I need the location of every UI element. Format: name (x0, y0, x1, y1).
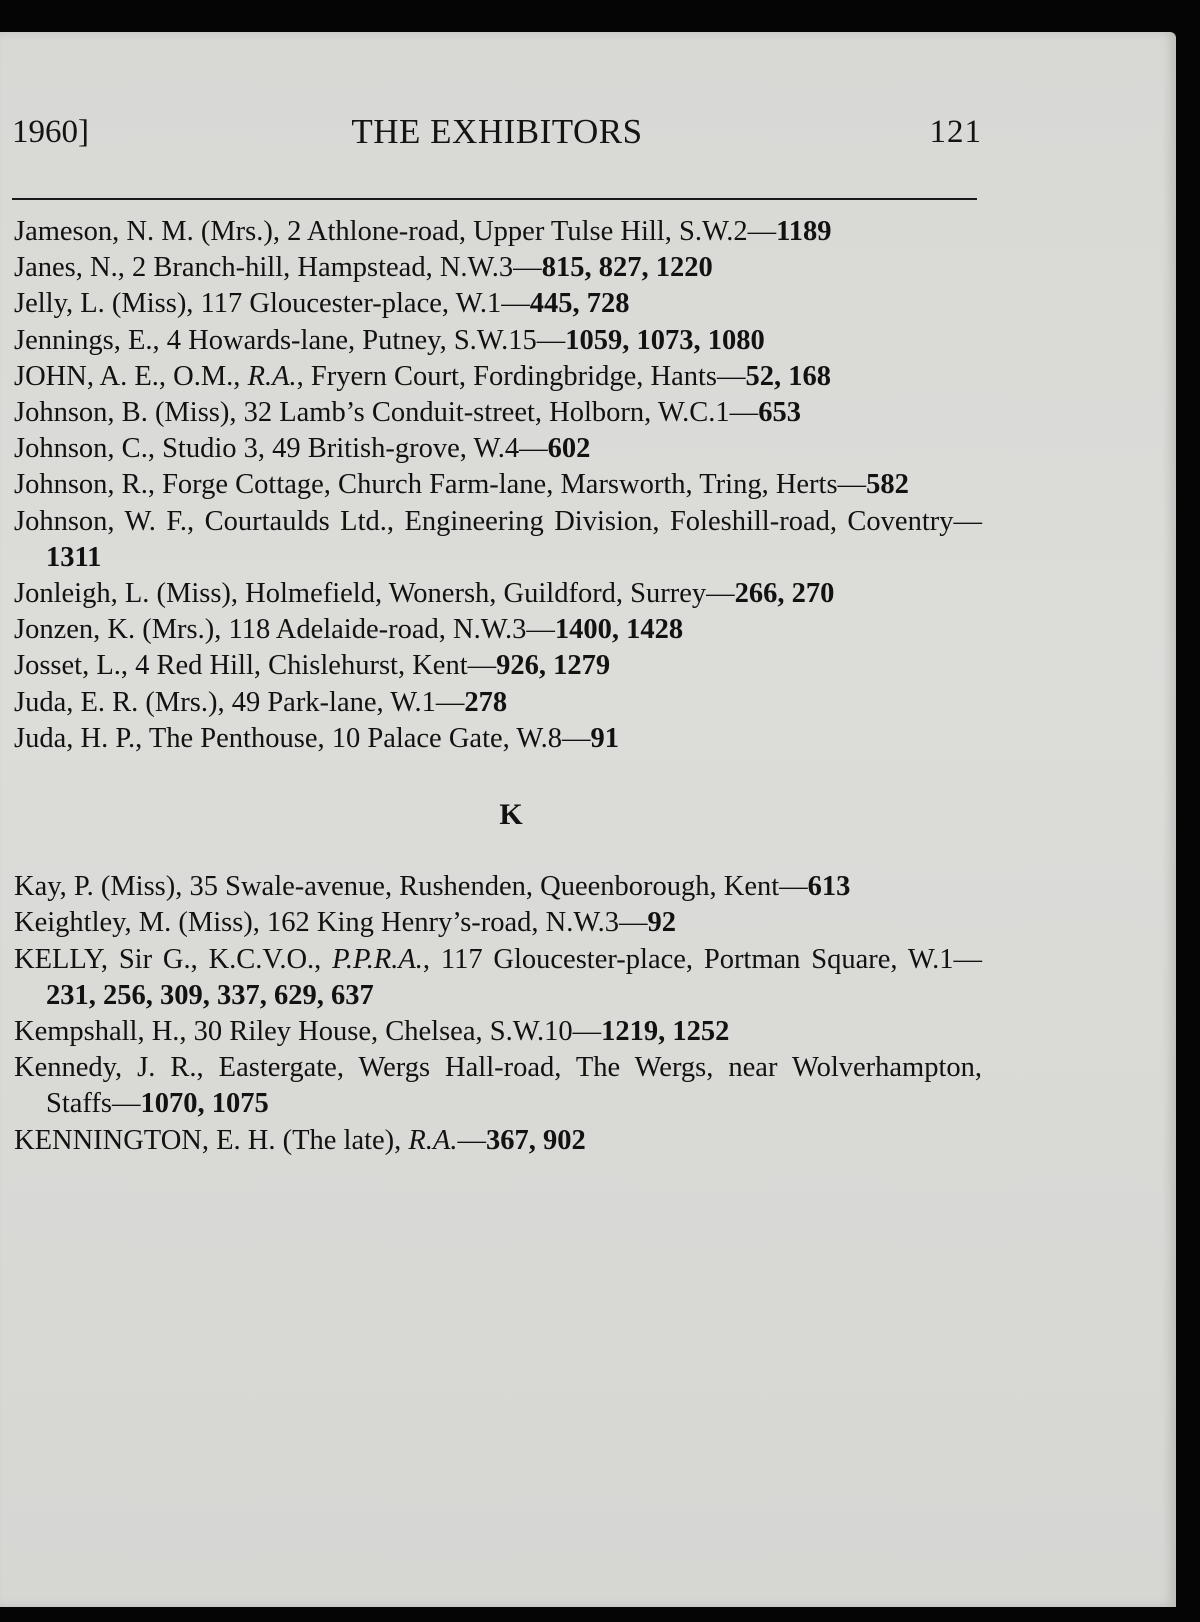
list-item: KELLY, Sir G., K.C.V.O., P.P.R.A., 117 Gloucester-place, Portman Square, W.1—231, 256, 309, 337, 629, 637 (14, 943, 982, 1011)
list-item: Jonleigh, L. (Miss), Holmefield, Wonersh, Guildford, Surrey—266, 270 (14, 578, 835, 610)
list-item: JOHN, A. E., O.M., R.A., Fryern Court, Fordingbridge, Hants—52, 168 (14, 360, 831, 392)
list-item: Josset, L., 4 Red Hill, Chislehurst, Kent—926, 1279 (14, 650, 611, 682)
list-item: Juda, H. P., The Penthouse, 10 Palace Gate, W.8—91 (14, 722, 620, 754)
list-item: Johnson, W. F., Courtaulds Ltd., Engineering Division, Foleshill-road, Coventry—1311 (14, 505, 982, 573)
running-head (12, 108, 982, 168)
list-item: KENNINGTON, E. H. (The late), R.A.—367, 902 (14, 1124, 586, 1156)
header-year: 1960] (12, 114, 89, 150)
list-item: Juda, E. R. (Mrs.), 49 Park-lane, W.1—278 (14, 686, 508, 718)
section-heading-k: K (499, 798, 523, 832)
header-rule (12, 198, 977, 200)
list-item: Jennings, E., 4 Howards-lane, Putney, S.W.15—1059, 1073, 1080 (14, 324, 765, 356)
header-title: THE EXHIBITORS (351, 112, 643, 151)
list-item: Johnson, B. (Miss), 32 Lamb’s Conduit-street, Holborn, W.C.1—653 (14, 397, 801, 429)
list-item: Keightley, M. (Miss), 162 King Henry’s-road, N.W.3—92 (14, 907, 677, 939)
list-item: Kempshall, H., 30 Riley House, Chelsea, S.W.10—1219, 1252 (14, 1016, 730, 1048)
list-item: Johnson, C., Studio 3, 49 British-grove, W.4—602 (14, 433, 591, 465)
list-item: Kennedy, J. R., Eastergate, Wergs Hall-road, The Wergs, near Wolverhampton, Staffs—1070, 1075 (14, 1052, 982, 1120)
list-item: Janes, N., 2 Branch-hill, Hampstead, N.W.3—815, 827, 1220 (14, 252, 713, 284)
list-item: Jameson, N. M. (Mrs.), 2 Athlone-road, Upper Tulse Hill, S.W.2—1189 (14, 216, 832, 247)
list-item: Kay, P. (Miss), 35 Swale-avenue, Rushenden, Queenborough, Kent—613 (14, 871, 851, 903)
list-item: Jonzen, K. (Mrs.), 118 Adelaide-road, N.W.3—1400, 1428 (14, 614, 684, 646)
list-item: Jelly, L. (Miss), 117 Gloucester-place, W.1—445, 728 (14, 288, 630, 320)
list-item: Johnson, R., Forge Cottage, Church Farm-lane, Marsworth, Tring, Herts—582 (14, 469, 909, 501)
page-number: 121 (929, 114, 982, 150)
exhibitors-list (14, 214, 982, 1159)
